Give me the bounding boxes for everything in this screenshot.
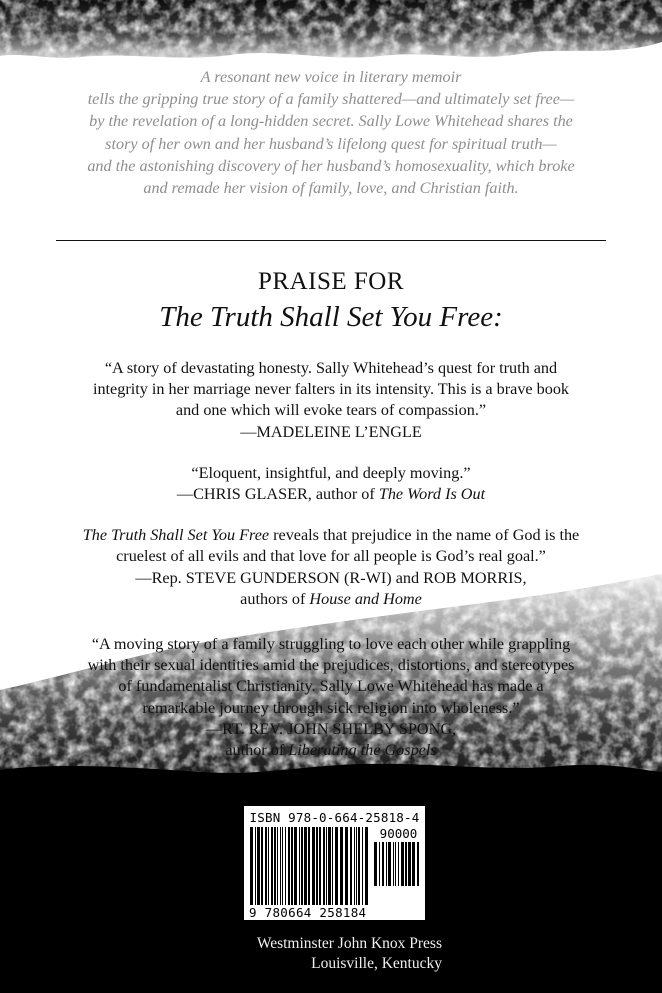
quote-line: “A story of devastating honesty. Sally Whitehead’s quest for truth and (104, 359, 558, 377)
top-texture-band (0, 0, 662, 58)
barcode-bar (304, 827, 307, 905)
barcode-bar (386, 842, 387, 886)
quote-attribution: —Rep. STEVE GUNDERSON (R-WI) and ROB MORRIS, (135, 568, 527, 587)
barcode-bar (288, 827, 290, 905)
barcode-bar (312, 827, 315, 905)
barcode-bar (265, 827, 267, 905)
barcode-bar (291, 827, 293, 905)
quote-line (50, 525, 612, 546)
barcode-bar (326, 827, 327, 905)
barcode-bar (316, 827, 318, 905)
ean-digits: 9 780664 258184 (249, 905, 367, 920)
blurb-line: by the revelation of a long-hidden secret. Sally Lowe Whitehead shares the (89, 112, 573, 131)
praise-quotes (50, 358, 612, 781)
barcode-bar (408, 842, 411, 886)
barcode-bar (417, 842, 419, 886)
barcode-bar (374, 842, 377, 886)
barcode-bar (398, 842, 399, 886)
barcode-bar (319, 827, 321, 905)
barcode-bar (379, 842, 380, 886)
quote-attribution (50, 589, 612, 610)
barcode-bar (274, 827, 276, 905)
quote-line: and one which will evoke tears of compassion.” (175, 401, 487, 420)
barcode-bar (354, 827, 355, 905)
quote-line: “A moving story of a family struggling to love each other while grappling (91, 635, 571, 654)
quote-spong (50, 634, 612, 761)
barcode-bar (395, 842, 396, 886)
barcode-bar (277, 827, 278, 905)
barcode-bar (335, 827, 338, 905)
attribution-text: —CHRIS GLASER, author of (176, 485, 379, 504)
barcode-bar (285, 827, 286, 905)
barcode-bar (356, 827, 357, 905)
attribution-book-title: House and Home (309, 589, 422, 608)
isbn-label: ISBN 978-0-664-25818-4 (249, 810, 420, 825)
quote-line: remarkable journey through sick religion into wholeness.” (142, 698, 520, 717)
attribution-text: author of (225, 741, 289, 760)
barcode-bar (301, 827, 303, 905)
barcode-bar (294, 827, 297, 905)
barcode-bar (332, 827, 333, 905)
barcode-bar (255, 827, 256, 905)
barcode-bar (388, 842, 391, 886)
barcode-bar (268, 827, 269, 905)
barcode-bar (308, 827, 310, 905)
barcode-bar (250, 827, 253, 905)
attribution-text: authors of (240, 589, 310, 608)
quote-line: with their sexual identities amid the prejudices, distortions, and stereotypes (87, 656, 575, 675)
praise-book-title: The Truth Shall Set You Free: (159, 301, 503, 333)
isbn-barcode (244, 806, 425, 920)
quote-lead-title: The Truth Shall Set You Free (82, 526, 270, 545)
quote-line: of fundamentalist Christianity. Sally Lowe Whitehead has made a (118, 677, 544, 696)
barcode-bar (257, 827, 260, 905)
quote-lengle (50, 358, 612, 443)
barcode-bar (350, 827, 352, 905)
blurb-line: story of her own and her husband’s lifelong quest for spiritual truth— (105, 134, 557, 153)
publisher-imprint (257, 934, 442, 974)
barcode-bar (362, 827, 363, 905)
quote-attribution (50, 740, 612, 761)
barcode-bar (412, 842, 415, 886)
quote-line: “Eloquent, insightful, and deeply moving.” (191, 463, 471, 482)
barcode-bar (345, 827, 348, 905)
publisher-city: Louisville, Kentucky (311, 955, 442, 972)
barcode-bar (393, 842, 394, 886)
cover-blurb (40, 66, 622, 199)
quote-glaser (50, 463, 612, 505)
quote-gunderson-morris (50, 525, 612, 610)
barcode-bar (323, 827, 325, 905)
attribution-book-title: Liberating the Gospels (288, 741, 437, 760)
barcode-bar (382, 842, 384, 886)
barcode-bar (328, 827, 331, 905)
horizontal-divider (56, 240, 606, 241)
blurb-line: A resonant new voice in literary memoir (200, 68, 462, 86)
quote-attribution: —RT. REV. JOHN SHELBY SPONG, (205, 719, 457, 738)
attribution-book-title: The Word Is Out (378, 485, 486, 504)
barcode-bar (282, 827, 283, 905)
barcode-bar (405, 842, 407, 886)
quote-line: cruelest of all evils and that love for all people is God’s real goal.” (116, 547, 546, 566)
quote-attribution: —MADELEINE L’ENGLE (240, 422, 422, 441)
barcode-bar (271, 827, 273, 905)
blurb-line: tells the gripping true story of a family shattered—and ultimately set free— (87, 90, 575, 109)
quote-attribution (50, 484, 612, 505)
praise-heading: PRAISE FOR (257, 268, 404, 295)
barcode-bars (250, 827, 370, 905)
barcode-bar (365, 827, 368, 905)
price-code: 90000 (379, 826, 418, 841)
barcode-bar (401, 842, 404, 886)
barcode-bar (340, 827, 343, 905)
quote-line: integrity in her marriage never falters in its intensity. This is a brave book (92, 380, 570, 399)
barcode-bar (299, 827, 300, 905)
blurb-line: and the astonishing discovery of her husband’s homosexuality, which broke (87, 156, 575, 175)
addon-barcode-bars (374, 842, 422, 886)
blurb-line: and remade her vision of family, love, and Christian faith. (143, 179, 519, 198)
quote-lead-text: reveals that prejudice in the name of God is the (269, 526, 580, 545)
barcode-bar (280, 827, 281, 905)
barcode-bar (358, 827, 360, 905)
publisher-name: Westminster John Knox Press (256, 935, 442, 952)
barcode-bar (261, 827, 263, 905)
